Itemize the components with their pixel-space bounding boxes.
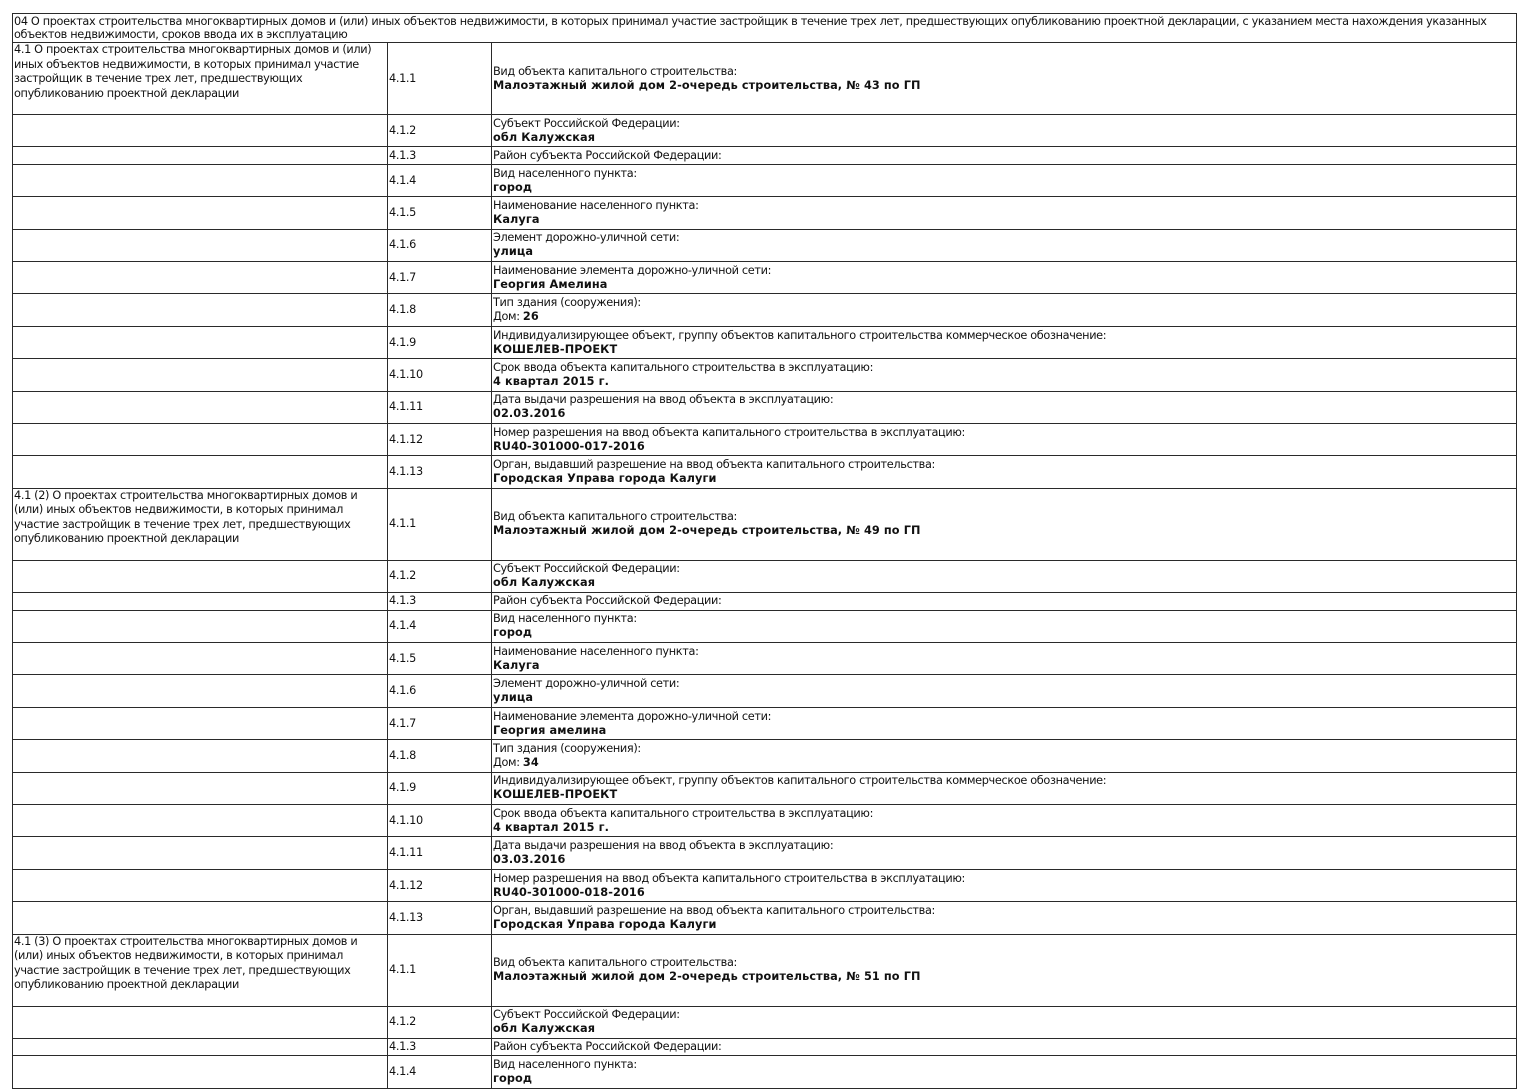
section-title-empty: [13, 902, 388, 934]
field-value: обл Калужская: [493, 576, 596, 590]
field-value: обл Калужская: [493, 1022, 596, 1036]
section-title-empty: [13, 424, 388, 456]
field-value-line: [493, 576, 1515, 590]
field-label: Тип здания (сооружения):: [493, 741, 641, 755]
item-code: 4.1.6: [388, 675, 492, 707]
table-row: [13, 772, 1517, 804]
table-row: [13, 1056, 1517, 1088]
field-label: Субъект Российской Федерации:: [493, 116, 680, 130]
item-code: 4.1.4: [388, 610, 492, 642]
section-title-empty: [13, 391, 388, 423]
field-label: Орган, выдавший разрешение на ввод объекта капитального строительства:: [493, 458, 935, 472]
item-field: [492, 326, 1517, 358]
field-label: Наименование элемента дорожно-уличной сети:: [493, 263, 772, 277]
item-code: 4.1.10: [388, 359, 492, 391]
field-label: Район субъекта Российской Федерации:: [493, 1040, 722, 1054]
field-value-line: [493, 724, 1515, 738]
section-title-empty: [13, 262, 388, 294]
table-row: [13, 934, 1517, 1006]
item-code: 4.1.2: [388, 1006, 492, 1038]
item-field: [492, 740, 1517, 772]
field-label: Наименование населенного пункта:: [493, 644, 699, 658]
field-value: RU40-301000-018-2016: [493, 885, 645, 899]
item-code: 4.1.13: [388, 902, 492, 934]
field-value: Калуга: [493, 212, 540, 226]
item-field: [492, 869, 1517, 901]
field-value: Малоэтажный жилой дом 2-очередь строительства, № 43 по ГП: [493, 78, 921, 92]
table-row: [13, 294, 1517, 326]
item-code: 4.1.12: [388, 424, 492, 456]
table-row: [13, 164, 1517, 196]
section-title-empty: [13, 229, 388, 261]
field-label: Вид населенного пункта:: [493, 1058, 637, 1072]
field-value: улица: [493, 245, 534, 259]
section-title-empty: [13, 1056, 388, 1088]
item-field: [492, 675, 1517, 707]
table-row: [13, 837, 1517, 869]
field-value-line: [493, 472, 1515, 486]
section-title-empty: [13, 1006, 388, 1038]
item-code: 4.1.2: [388, 560, 492, 592]
table-row: [13, 593, 1517, 611]
item-code: 4.1.11: [388, 837, 492, 869]
item-code: 4.1.5: [388, 197, 492, 229]
field-value: город: [493, 626, 533, 640]
section-title-empty: [13, 610, 388, 642]
section-title-empty: [13, 740, 388, 772]
field-value: 02.03.2016: [493, 407, 566, 421]
section-title-empty: [13, 115, 388, 147]
field-label: Район субъекта Российской Федерации:: [493, 594, 722, 608]
item-code: 4.1.10: [388, 805, 492, 837]
field-value: Малоэтажный жилой дом 2-очередь строительства, № 51 по ГП: [493, 970, 921, 984]
field-value-line: [493, 626, 1515, 640]
field-value-line: [493, 213, 1515, 227]
field-value-line: [493, 821, 1515, 835]
field-value-line: [493, 524, 1515, 538]
field-value: Городская Управа города Калуги: [493, 472, 717, 486]
field-value-line: [493, 788, 1515, 802]
item-code: 4.1.12: [388, 869, 492, 901]
field-value-line: [493, 918, 1515, 932]
field-value-line: [493, 659, 1515, 673]
section-title-empty: [13, 675, 388, 707]
item-code: 4.1.1: [388, 934, 492, 1006]
item-field: [492, 593, 1517, 611]
item-code: 4.1.7: [388, 707, 492, 739]
item-field: [492, 164, 1517, 196]
item-code: 4.1.13: [388, 456, 492, 488]
item-code: 4.1.3: [388, 147, 492, 165]
section-title-empty: [13, 456, 388, 488]
field-label: Срок ввода объекта капитального строительства в эксплуатацию:: [493, 360, 874, 374]
field-value-line: [493, 278, 1515, 292]
item-field: [492, 456, 1517, 488]
field-label: Номер разрешения на ввод объекта капитального строительства в эксплуатацию:: [493, 871, 965, 885]
section-title-empty: [13, 643, 388, 675]
item-field: [492, 837, 1517, 869]
field-value-line: [493, 970, 1515, 984]
field-value: обл Калужская: [493, 130, 596, 144]
table-row: [13, 610, 1517, 642]
item-field: [492, 707, 1517, 739]
field-value: Городская Управа города Калуги: [493, 917, 717, 931]
section-title-empty: [13, 560, 388, 592]
item-code: 4.1.4: [388, 1056, 492, 1088]
field-label: Срок ввода объекта капитального строительства в эксплуатацию:: [493, 806, 874, 820]
item-code: 4.1.8: [388, 294, 492, 326]
field-value-line: [493, 343, 1515, 357]
table-row: [13, 326, 1517, 358]
item-field: [492, 197, 1517, 229]
table-row: [13, 262, 1517, 294]
field-value-line: [493, 181, 1515, 195]
field-value: Георгия Амелина: [493, 277, 608, 291]
item-code: 4.1.1: [388, 43, 492, 115]
table-row: [13, 488, 1517, 560]
field-value: Малоэтажный жилой дом 2-очередь строительства, № 49 по ГП: [493, 524, 921, 538]
field-value: 26: [522, 310, 539, 324]
field-value: город: [493, 1072, 533, 1086]
section-title-empty: [13, 294, 388, 326]
field-label: Дата выдачи разрешения на ввод объекта в эксплуатацию:: [493, 839, 834, 853]
table-row: [13, 740, 1517, 772]
field-value: 34: [522, 755, 539, 769]
section-title: 4.1 О проектах строительства многоквартирных домов и (или) иных объектов недвижимости, в которых принимал участие застройщик в течение трех лет, предшествующих опубликованию проектной декларации: [13, 43, 388, 115]
table-row: [13, 456, 1517, 488]
item-field: [492, 1006, 1517, 1038]
field-label: Вид населенного пункта:: [493, 166, 637, 180]
field-value: 4 квартал 2015 г.: [493, 820, 609, 834]
section-title-empty: [13, 326, 388, 358]
field-label: Индивидуализирующее объект, группу объектов капитального строительства коммерческое обозначение:: [493, 328, 1107, 342]
table-row: [13, 675, 1517, 707]
field-value-line: [493, 1022, 1515, 1036]
item-code: 4.1.6: [388, 229, 492, 261]
field-value: Георгия амелина: [493, 723, 607, 737]
field-value-line: [493, 407, 1515, 421]
table-row: [13, 1038, 1517, 1056]
field-value: КОШЕЛЕВ-ПРОЕКТ: [493, 788, 618, 802]
table-row: [13, 197, 1517, 229]
section-title-empty: [13, 707, 388, 739]
item-field: [492, 147, 1517, 165]
table-row: [13, 805, 1517, 837]
item-code: 4.1.7: [388, 262, 492, 294]
header-row: [13, 14, 1517, 43]
field-value-line: [493, 131, 1515, 145]
table-row: [13, 560, 1517, 592]
table-row: [13, 391, 1517, 423]
field-value-line: [493, 79, 1515, 93]
section-title-empty: [13, 1038, 388, 1056]
field-label: Наименование элемента дорожно-уличной сети:: [493, 709, 772, 723]
item-field: [492, 488, 1517, 560]
field-value-line: [493, 691, 1515, 705]
field-value: улица: [493, 691, 534, 705]
section-title-empty: [13, 837, 388, 869]
table-row: [13, 1006, 1517, 1038]
field-label: Тип здания (сооружения):: [493, 296, 641, 310]
item-field: [492, 391, 1517, 423]
section-title-empty: [13, 359, 388, 391]
field-value-line: [493, 1072, 1515, 1086]
section-header: 04 О проектах строительства многоквартирных домов и (или) иных объектов недвижимости, в которых принимал участие застройщик в течение трех лет, предшествующих опубликованию проектной декларации, с указанием места нахождения указанных объектов недвижимости, сроков ввода их в эксплуатацию: [13, 14, 1517, 43]
field-label: Номер разрешения на ввод объекта капитального строительства в эксплуатацию:: [493, 425, 965, 439]
declaration-table: [12, 13, 1517, 1089]
table-row: [13, 424, 1517, 456]
section-title-empty: [13, 164, 388, 196]
table-row: [13, 147, 1517, 165]
field-value: город: [493, 180, 533, 194]
item-field: [492, 560, 1517, 592]
field-label: Вид объекта капитального строительства:: [493, 64, 737, 78]
field-label: Субъект Российской Федерации:: [493, 562, 680, 576]
table-row: [13, 707, 1517, 739]
item-field: [492, 1056, 1517, 1088]
section-title: 4.1 (2) О проектах строительства многоквартирных домов и (или) иных объектов недвижимости, в которых принимал участие застройщик в течение трех лет, предшествующих опубликованию проектной декларации: [13, 488, 388, 560]
item-code: 4.1.8: [388, 740, 492, 772]
item-code: 4.1.4: [388, 164, 492, 196]
section-title-empty: [13, 772, 388, 804]
section-title-empty: [13, 805, 388, 837]
section-title-empty: [13, 869, 388, 901]
field-label: Орган, выдавший разрешение на ввод объекта капитального строительства:: [493, 903, 935, 917]
field-label: Элемент дорожно-уличной сети:: [493, 677, 680, 691]
field-value-line: [493, 886, 1515, 900]
field-value-prefix: Дом:: [493, 755, 523, 769]
item-code: 4.1.3: [388, 593, 492, 611]
field-value-line: [493, 756, 1515, 770]
item-field: [492, 229, 1517, 261]
section-title-empty: [13, 593, 388, 611]
field-value: КОШЕЛЕВ-ПРОЕКТ: [493, 342, 618, 356]
section-title: 4.1 (3) О проектах строительства многоквартирных домов и (или) иных объектов недвижимости, в которых принимал участие застройщик в течение трех лет, предшествующих опубликованию проектной декларации: [13, 934, 388, 1006]
field-value: 03.03.2016: [493, 853, 566, 867]
item-field: [492, 934, 1517, 1006]
table-row: [13, 43, 1517, 115]
item-field: [492, 805, 1517, 837]
table-row: [13, 869, 1517, 901]
section-title-empty: [13, 147, 388, 165]
field-label: Вид объекта капитального строительства:: [493, 510, 737, 524]
item-code: 4.1.3: [388, 1038, 492, 1056]
item-field: [492, 902, 1517, 934]
item-field: [492, 359, 1517, 391]
field-label: Вид населенного пункта:: [493, 612, 637, 626]
item-code: 4.1.11: [388, 391, 492, 423]
item-field: [492, 643, 1517, 675]
table-row: [13, 643, 1517, 675]
field-value-line: [493, 310, 1515, 324]
item-code: 4.1.5: [388, 643, 492, 675]
table-row: [13, 902, 1517, 934]
item-code: 4.1.9: [388, 772, 492, 804]
field-label: Индивидуализирующее объект, группу объектов капитального строительства коммерческое обозначение:: [493, 774, 1107, 788]
item-code: 4.1.1: [388, 488, 492, 560]
table-row: [13, 229, 1517, 261]
section-title-empty: [13, 197, 388, 229]
field-label: Элемент дорожно-уличной сети:: [493, 231, 680, 245]
field-value: 4 квартал 2015 г.: [493, 374, 609, 388]
item-code: 4.1.2: [388, 115, 492, 147]
item-field: [492, 1038, 1517, 1056]
item-field: [492, 115, 1517, 147]
field-value-line: [493, 375, 1515, 389]
table-row: [13, 359, 1517, 391]
field-label: Наименование населенного пункта:: [493, 198, 699, 212]
field-value-prefix: Дом:: [493, 310, 523, 324]
field-value-line: [493, 245, 1515, 259]
field-value-line: [493, 853, 1515, 867]
field-label: Дата выдачи разрешения на ввод объекта в эксплуатацию:: [493, 393, 834, 407]
field-label: Вид объекта капитального строительства:: [493, 956, 737, 970]
field-value-line: [493, 440, 1515, 454]
item-field: [492, 424, 1517, 456]
field-value: Калуга: [493, 658, 540, 672]
item-code: 4.1.9: [388, 326, 492, 358]
declaration-table-body: [13, 14, 1517, 1089]
item-field: [492, 43, 1517, 115]
field-label: Субъект Российской Федерации:: [493, 1008, 680, 1022]
item-field: [492, 262, 1517, 294]
item-field: [492, 610, 1517, 642]
table-row: [13, 115, 1517, 147]
item-field: [492, 772, 1517, 804]
field-label: Район субъекта Российской Федерации:: [493, 148, 722, 162]
item-field: [492, 294, 1517, 326]
field-value: RU40-301000-017-2016: [493, 439, 645, 453]
